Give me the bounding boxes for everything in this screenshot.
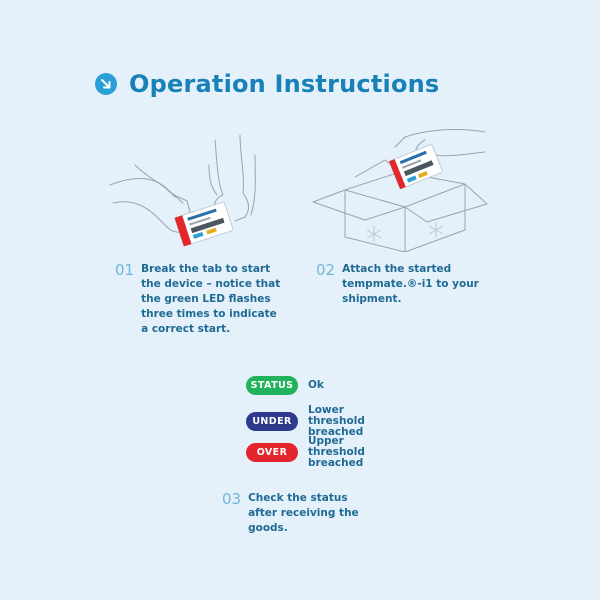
status-label: Lower threshold breached <box>308 404 365 438</box>
step-1 <box>115 262 295 337</box>
status-over-row <box>246 436 398 469</box>
step-text: Check the status after receiving the goods. <box>248 492 359 534</box>
step-2 <box>316 262 516 307</box>
status-badge: UNDER <box>246 412 298 431</box>
page-title: Operation Instructions <box>129 70 440 98</box>
step-3 <box>222 491 422 536</box>
status-ok-row <box>246 376 408 395</box>
status-label: Upper threshold breached <box>308 435 365 469</box>
status-under-row <box>246 405 398 438</box>
header <box>95 70 439 98</box>
step-text: Attach the started tempmate.®-i1 to your shipment. <box>342 263 479 305</box>
step-number: 01 <box>115 261 135 279</box>
status-badge: STATUS <box>246 376 298 395</box>
hands-breaking-tab-illustration <box>105 125 280 250</box>
step-number: 03 <box>222 490 242 508</box>
step-number: 02 <box>316 261 336 279</box>
step-text: Break the tab to start the device – notice that the green LED flashes three times to indicate a correct start. <box>141 263 281 335</box>
status-label: Ok <box>308 379 324 391</box>
arrow-down-right-icon <box>95 73 117 95</box>
status-badge: OVER <box>246 443 298 462</box>
box-shipment-illustration <box>305 122 490 252</box>
